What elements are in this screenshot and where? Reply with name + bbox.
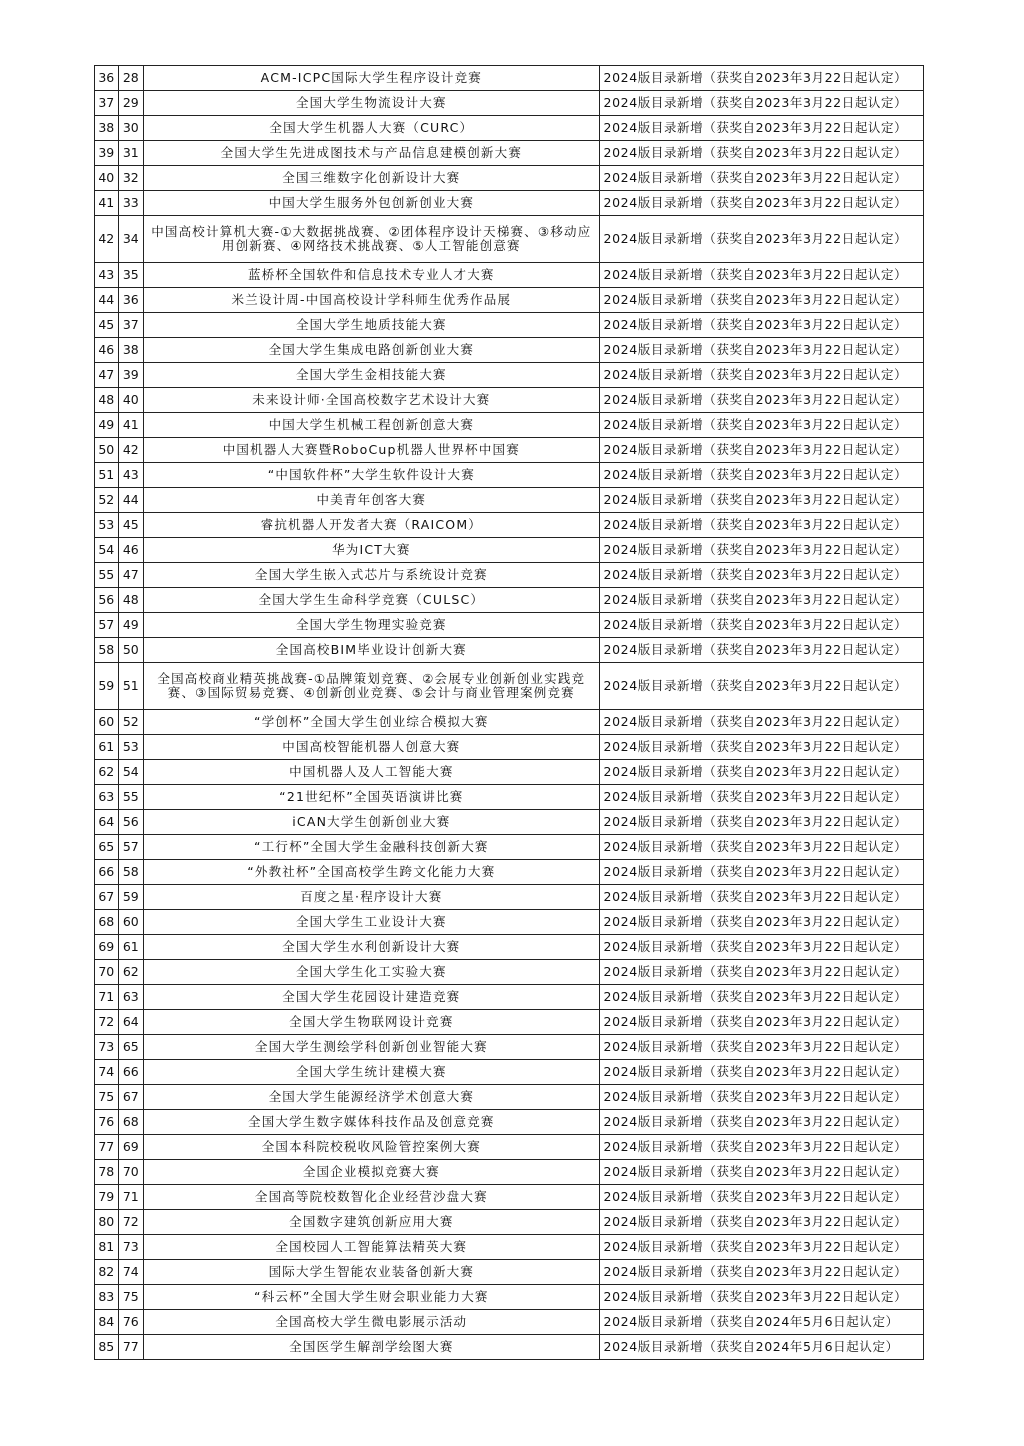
remark: 2024版目录新增（获奖自2023年3月22日起认定） (599, 1135, 923, 1160)
category-index: 41 (118, 413, 144, 438)
row-index: 70 (95, 960, 119, 985)
category-index: 48 (118, 588, 144, 613)
table-row (95, 338, 924, 363)
row-index: 59 (95, 663, 119, 710)
competition-name: 全国大学生物流设计大赛 (144, 91, 599, 116)
table-row (95, 513, 924, 538)
remark: 2024版目录新增（获奖自2023年3月22日起认定） (599, 810, 923, 835)
table-row (95, 1285, 924, 1310)
category-index: 77 (118, 1335, 144, 1360)
table-row (95, 638, 924, 663)
remark: 2024版目录新增（获奖自2023年3月22日起认定） (599, 413, 923, 438)
remark: 2024版目录新增（获奖自2023年3月22日起认定） (599, 1185, 923, 1210)
category-index: 51 (118, 663, 144, 710)
remark: 2024版目录新增（获奖自2023年3月22日起认定） (599, 935, 923, 960)
remark: 2024版目录新增（获奖自2023年3月22日起认定） (599, 885, 923, 910)
table-row (95, 141, 924, 166)
table-row (95, 263, 924, 288)
category-index: 42 (118, 438, 144, 463)
table-row (95, 960, 924, 985)
category-index: 54 (118, 760, 144, 785)
competition-name: 全国大学生物理实验竞赛 (144, 613, 599, 638)
row-index: 65 (95, 835, 119, 860)
category-index: 44 (118, 488, 144, 513)
category-index: 47 (118, 563, 144, 588)
table-row (95, 810, 924, 835)
table-row (95, 588, 924, 613)
category-index: 45 (118, 513, 144, 538)
row-index: 76 (95, 1110, 119, 1135)
remark: 2024版目录新增（获奖自2023年3月22日起认定） (599, 1085, 923, 1110)
table-row (95, 710, 924, 735)
category-index: 58 (118, 860, 144, 885)
row-index: 38 (95, 116, 119, 141)
remark: 2024版目录新增（获奖自2023年3月22日起认定） (599, 438, 923, 463)
remark: 2024版目录新增（获奖自2023年3月22日起认定） (599, 588, 923, 613)
remark: 2024版目录新增（获奖自2023年3月22日起认定） (599, 363, 923, 388)
remark: 2024版目录新增（获奖自2023年3月22日起认定） (599, 66, 923, 91)
row-index: 40 (95, 166, 119, 191)
remark: 2024版目录新增（获奖自2023年3月22日起认定） (599, 910, 923, 935)
remark: 2024版目录新增（获奖自2023年3月22日起认定） (599, 1285, 923, 1310)
remark: 2024版目录新增（获奖自2023年3月22日起认定） (599, 166, 923, 191)
table-row (95, 1335, 924, 1360)
competition-name: 华为ICT大赛 (144, 538, 599, 563)
remark: 2024版目录新增（获奖自2023年3月22日起认定） (599, 488, 923, 513)
category-index: 36 (118, 288, 144, 313)
row-index: 60 (95, 710, 119, 735)
row-index: 52 (95, 488, 119, 513)
remark: 2024版目录新增（获奖自2023年3月22日起认定） (599, 563, 923, 588)
row-index: 73 (95, 1035, 119, 1060)
category-index: 50 (118, 638, 144, 663)
row-index: 83 (95, 1285, 119, 1310)
row-index: 43 (95, 263, 119, 288)
table-row (95, 985, 924, 1010)
competition-name: ACM-ICPC国际大学生程序设计竞赛 (144, 66, 599, 91)
remark: 2024版目录新增（获奖自2023年3月22日起认定） (599, 1235, 923, 1260)
table-row (95, 1260, 924, 1285)
row-index: 80 (95, 1210, 119, 1235)
remark: 2024版目录新增（获奖自2023年3月22日起认定） (599, 960, 923, 985)
table-row (95, 288, 924, 313)
remark: 2024版目录新增（获奖自2023年3月22日起认定） (599, 263, 923, 288)
table-row (95, 1135, 924, 1160)
competition-name: 全国大学生先进成图技术与产品信息建模创新大赛 (144, 141, 599, 166)
row-index: 56 (95, 588, 119, 613)
table-row (95, 413, 924, 438)
table-row (95, 438, 924, 463)
category-index: 69 (118, 1135, 144, 1160)
table-row (95, 91, 924, 116)
competition-name: 全国高校商业精英挑战赛-①品牌策划竞赛、②会展专业创新创业实践竞赛、③国际贸易竞赛、④创新创业竞赛、⑤会计与商业管理案例竞赛 (144, 663, 599, 710)
category-index: 75 (118, 1285, 144, 1310)
category-index: 73 (118, 1235, 144, 1260)
remark: 2024版目录新增（获奖自2023年3月22日起认定） (599, 191, 923, 216)
category-index: 43 (118, 463, 144, 488)
remark: 2024版目录新增（获奖自2023年3月22日起认定） (599, 288, 923, 313)
competition-name: 全国高等院校数智化企业经营沙盘大赛 (144, 1185, 599, 1210)
competition-name: 全国大学生能源经济学术创意大赛 (144, 1085, 599, 1110)
competition-name: iCAN大学生创新创业大赛 (144, 810, 599, 835)
table-row (95, 785, 924, 810)
row-index: 82 (95, 1260, 119, 1285)
category-index: 60 (118, 910, 144, 935)
category-index: 68 (118, 1110, 144, 1135)
competition-name: “学创杯”全国大学生创业综合模拟大赛 (144, 710, 599, 735)
row-index: 63 (95, 785, 119, 810)
table-row (95, 1010, 924, 1035)
category-index: 34 (118, 216, 144, 263)
remark: 2024版目录新增（获奖自2023年3月22日起认定） (599, 710, 923, 735)
row-index: 36 (95, 66, 119, 91)
category-index: 57 (118, 835, 144, 860)
row-index: 62 (95, 760, 119, 785)
category-index: 76 (118, 1310, 144, 1335)
category-index: 56 (118, 810, 144, 835)
competition-name: 全国大学生花园设计建造竞赛 (144, 985, 599, 1010)
remark: 2024版目录新增（获奖自2023年3月22日起认定） (599, 613, 923, 638)
competition-name: 全国大学生水利创新设计大赛 (144, 935, 599, 960)
category-index: 61 (118, 935, 144, 960)
competition-name: “外教社杯”全国高校学生跨文化能力大赛 (144, 860, 599, 885)
remark: 2024版目录新增（获奖自2023年3月22日起认定） (599, 313, 923, 338)
category-index: 29 (118, 91, 144, 116)
row-index: 81 (95, 1235, 119, 1260)
competition-name: 全国大学生嵌入式芯片与系统设计竞赛 (144, 563, 599, 588)
remark: 2024版目录新增（获奖自2023年3月22日起认定） (599, 985, 923, 1010)
table-row (95, 66, 924, 91)
competition-name: 全国大学生机器人大赛（CURC） (144, 116, 599, 141)
competition-name: 未来设计师·全国高校数字艺术设计大赛 (144, 388, 599, 413)
row-index: 61 (95, 735, 119, 760)
competition-table (94, 65, 924, 1360)
remark: 2024版目录新增（获奖自2023年3月22日起认定） (599, 116, 923, 141)
competition-name: 中国大学生服务外包创新创业大赛 (144, 191, 599, 216)
row-index: 72 (95, 1010, 119, 1035)
row-index: 67 (95, 885, 119, 910)
competition-name: 全国大学生数字媒体科技作品及创意竞赛 (144, 1110, 599, 1135)
competition-name: 中美青年创客大赛 (144, 488, 599, 513)
competition-name: 全国校园人工智能算法精英大赛 (144, 1235, 599, 1260)
competition-name: 国际大学生智能农业装备创新大赛 (144, 1260, 599, 1285)
table-row (95, 1035, 924, 1060)
category-index: 32 (118, 166, 144, 191)
competition-name: 全国大学生统计建模大赛 (144, 1060, 599, 1085)
remark: 2024版目录新增（获奖自2023年3月22日起认定） (599, 1160, 923, 1185)
category-index: 28 (118, 66, 144, 91)
category-index: 63 (118, 985, 144, 1010)
row-index: 46 (95, 338, 119, 363)
category-index: 62 (118, 960, 144, 985)
table-row (95, 1060, 924, 1085)
table-body (95, 66, 924, 1360)
competition-name: 全国大学生集成电路创新创业大赛 (144, 338, 599, 363)
category-index: 67 (118, 1085, 144, 1110)
category-index: 71 (118, 1185, 144, 1210)
table-row (95, 363, 924, 388)
competition-name: 全国大学生生命科学竞赛（CULSC） (144, 588, 599, 613)
competition-name: “21世纪杯”全国英语演讲比赛 (144, 785, 599, 810)
remark: 2024版目录新增（获奖自2023年3月22日起认定） (599, 1210, 923, 1235)
competition-name: 百度之星·程序设计大赛 (144, 885, 599, 910)
competition-name: 中国高校智能机器人创意大赛 (144, 735, 599, 760)
remark: 2024版目录新增（获奖自2023年3月22日起认定） (599, 1035, 923, 1060)
row-index: 45 (95, 313, 119, 338)
remark: 2024版目录新增（获奖自2023年3月22日起认定） (599, 141, 923, 166)
category-index: 35 (118, 263, 144, 288)
competition-name: “科云杯”全国大学生财会职业能力大赛 (144, 1285, 599, 1310)
competition-name: “工行杯”全国大学生金融科技创新大赛 (144, 835, 599, 860)
remark: 2024版目录新增（获奖自2023年3月22日起认定） (599, 513, 923, 538)
category-index: 53 (118, 735, 144, 760)
remark: 2024版目录新增（获奖自2024年5月6日起认定） (599, 1335, 923, 1360)
category-index: 49 (118, 613, 144, 638)
row-index: 39 (95, 141, 119, 166)
remark: 2024版目录新增（获奖自2023年3月22日起认定） (599, 1060, 923, 1085)
category-index: 38 (118, 338, 144, 363)
remark: 2024版目录新增（获奖自2023年3月22日起认定） (599, 735, 923, 760)
row-index: 74 (95, 1060, 119, 1085)
category-index: 33 (118, 191, 144, 216)
category-index: 70 (118, 1160, 144, 1185)
competition-name: 中国机器人及人工智能大赛 (144, 760, 599, 785)
category-index: 55 (118, 785, 144, 810)
row-index: 68 (95, 910, 119, 935)
table-row (95, 735, 924, 760)
competition-name: 全国本科院校税收风险管控案例大赛 (144, 1135, 599, 1160)
table-row (95, 463, 924, 488)
category-index: 64 (118, 1010, 144, 1035)
row-index: 55 (95, 563, 119, 588)
row-index: 42 (95, 216, 119, 263)
row-index: 79 (95, 1185, 119, 1210)
table-row (95, 563, 924, 588)
row-index: 75 (95, 1085, 119, 1110)
competition-name: 全国高校BIM毕业设计创新大赛 (144, 638, 599, 663)
table-row (95, 860, 924, 885)
category-index: 74 (118, 1260, 144, 1285)
row-index: 58 (95, 638, 119, 663)
row-index: 66 (95, 860, 119, 885)
remark: 2024版目录新增（获奖自2023年3月22日起认定） (599, 785, 923, 810)
remark: 2024版目录新增（获奖自2023年3月22日起认定） (599, 216, 923, 263)
remark: 2024版目录新增（获奖自2023年3月22日起认定） (599, 1110, 923, 1135)
category-index: 30 (118, 116, 144, 141)
table-row (95, 935, 924, 960)
category-index: 31 (118, 141, 144, 166)
competition-name: 中国高校计算机大赛-①大数据挑战赛、②团体程序设计天梯赛、③移动应用创新赛、④网络技术挑战赛、⑤人工智能创意赛 (144, 216, 599, 263)
category-index: 66 (118, 1060, 144, 1085)
table-row (95, 538, 924, 563)
competition-name: 中国机器人大赛暨RoboCup机器人世界杯中国赛 (144, 438, 599, 463)
category-index: 72 (118, 1210, 144, 1235)
row-index: 71 (95, 985, 119, 1010)
row-index: 48 (95, 388, 119, 413)
competition-name: 全国数字建筑创新应用大赛 (144, 1210, 599, 1235)
remark: 2024版目录新增（获奖自2023年3月22日起认定） (599, 638, 923, 663)
row-index: 54 (95, 538, 119, 563)
table-row (95, 1160, 924, 1185)
row-index: 53 (95, 513, 119, 538)
row-index: 44 (95, 288, 119, 313)
category-index: 46 (118, 538, 144, 563)
competition-name: 全国大学生金相技能大赛 (144, 363, 599, 388)
category-index: 40 (118, 388, 144, 413)
table-row (95, 216, 924, 263)
competition-name: 蓝桥杯全国软件和信息技术专业人才大赛 (144, 263, 599, 288)
remark: 2024版目录新增（获奖自2023年3月22日起认定） (599, 835, 923, 860)
category-index: 52 (118, 710, 144, 735)
category-index: 65 (118, 1035, 144, 1060)
competition-name: 全国大学生测绘学科创新创业智能大赛 (144, 1035, 599, 1060)
remark: 2024版目录新增（获奖自2023年3月22日起认定） (599, 538, 923, 563)
table-row (95, 1310, 924, 1335)
table-row (95, 191, 924, 216)
competition-name: 全国大学生地质技能大赛 (144, 313, 599, 338)
row-index: 77 (95, 1135, 119, 1160)
category-index: 37 (118, 313, 144, 338)
competition-name: 睿抗机器人开发者大赛（RAICOM） (144, 513, 599, 538)
remark: 2024版目录新增（获奖自2023年3月22日起认定） (599, 860, 923, 885)
table-row (95, 1110, 924, 1135)
competition-name: “中国软件杯”大学生软件设计大赛 (144, 463, 599, 488)
competition-name: 全国三维数字化创新设计大赛 (144, 166, 599, 191)
table-row (95, 1085, 924, 1110)
table-row (95, 613, 924, 638)
category-index: 59 (118, 885, 144, 910)
row-index: 57 (95, 613, 119, 638)
row-index: 64 (95, 810, 119, 835)
table-row (95, 1185, 924, 1210)
row-index: 50 (95, 438, 119, 463)
competition-name: 全国医学生解剖学绘图大赛 (144, 1335, 599, 1360)
row-index: 69 (95, 935, 119, 960)
remark: 2024版目录新增（获奖自2024年5月6日起认定） (599, 1310, 923, 1335)
remark: 2024版目录新增（获奖自2023年3月22日起认定） (599, 663, 923, 710)
remark: 2024版目录新增（获奖自2023年3月22日起认定） (599, 388, 923, 413)
competition-name: 全国大学生物联网设计竞赛 (144, 1010, 599, 1035)
row-index: 49 (95, 413, 119, 438)
remark: 2024版目录新增（获奖自2023年3月22日起认定） (599, 463, 923, 488)
remark: 2024版目录新增（获奖自2023年3月22日起认定） (599, 1010, 923, 1035)
competition-name: 全国大学生工业设计大赛 (144, 910, 599, 935)
table-row (95, 1210, 924, 1235)
remark: 2024版目录新增（获奖自2023年3月22日起认定） (599, 338, 923, 363)
category-index: 39 (118, 363, 144, 388)
table-row (95, 885, 924, 910)
row-index: 47 (95, 363, 119, 388)
table-row (95, 488, 924, 513)
row-index: 37 (95, 91, 119, 116)
remark: 2024版目录新增（获奖自2023年3月22日起认定） (599, 1260, 923, 1285)
competition-name: 中国大学生机械工程创新创意大赛 (144, 413, 599, 438)
table-row (95, 1235, 924, 1260)
competition-name: 全国企业模拟竞赛大赛 (144, 1160, 599, 1185)
remark: 2024版目录新增（获奖自2023年3月22日起认定） (599, 760, 923, 785)
row-index: 84 (95, 1310, 119, 1335)
table-row (95, 116, 924, 141)
table-row (95, 663, 924, 710)
competition-name: 全国高校大学生微电影展示活动 (144, 1310, 599, 1335)
competition-name: 米兰设计周-中国高校设计学科师生优秀作品展 (144, 288, 599, 313)
competition-name: 全国大学生化工实验大赛 (144, 960, 599, 985)
table-row (95, 166, 924, 191)
row-index: 85 (95, 1335, 119, 1360)
table-row (95, 760, 924, 785)
remark: 2024版目录新增（获奖自2023年3月22日起认定） (599, 91, 923, 116)
table-row (95, 835, 924, 860)
table-row (95, 910, 924, 935)
row-index: 41 (95, 191, 119, 216)
row-index: 78 (95, 1160, 119, 1185)
table-row (95, 388, 924, 413)
row-index: 51 (95, 463, 119, 488)
table-row (95, 313, 924, 338)
